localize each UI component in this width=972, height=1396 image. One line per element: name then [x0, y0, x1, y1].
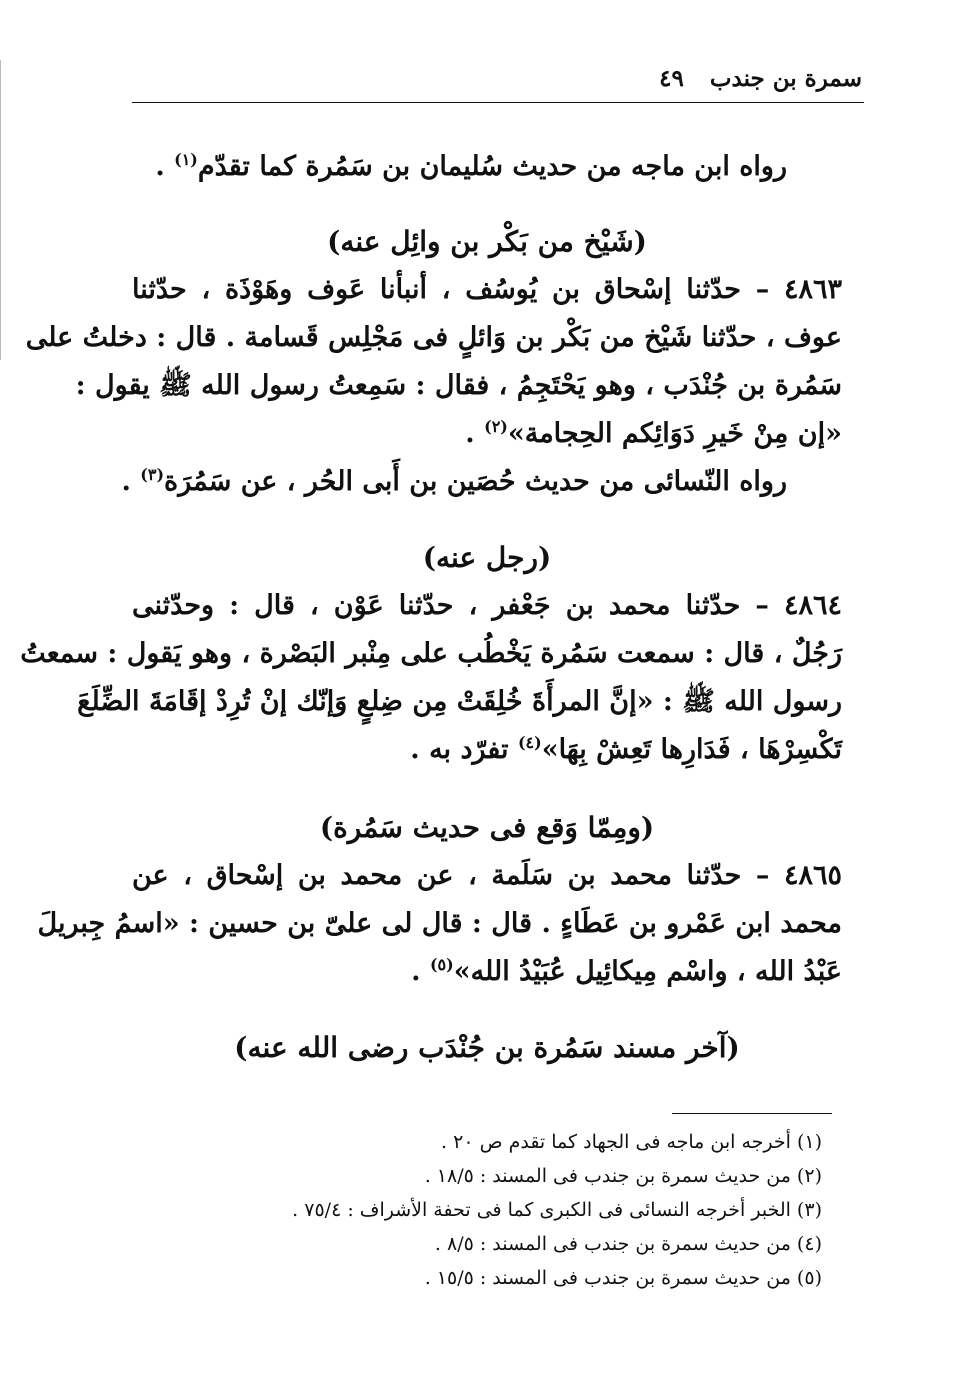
- footnote: (١) أخرجه ابن ماجه فى الجهاد كما تقدم ص ٢٠ .: [441, 1131, 822, 1153]
- footnote-ref: (٥): [429, 955, 454, 974]
- text-line: رسول الله ﷺ : «إنَّ المرأَةَ خُلِقَتْ مِن ضِلعٍ وَإنّك إنْ تُرِدْ إقَامَةَ الضِّلَعَ: [77, 686, 842, 717]
- text-line: محمد ابن عَمْرو بن عَطَاءٍ . قال : قال لى علىّ بن حسين : «اسمُ جِبريلَ: [37, 908, 842, 939]
- header-rule: [132, 102, 864, 103]
- hadith-4865: [37, 852, 842, 996]
- text-line: ٤٨٦٥ – حدّثنا محمد بن سَلَمة ، عن محمد بن إسْحاق ، عن: [132, 860, 842, 891]
- text-line: رَجُلٌ ، قال : سمعت سَمُرة يَخْطُب على مِنْبر البَصْرة ، وهو يَقول : سمعتُ: [20, 638, 842, 669]
- footnote-ref: (٣): [140, 465, 165, 484]
- section-heading: (ومِمّا وَقع فى حديث سَمُرة): [319, 811, 655, 844]
- footnote: (٣) الخبر أخرجه النسائى فى الكبرى كما فى تحفة الأشراف : ٧٥/٤ .: [292, 1199, 822, 1221]
- scan-margin-mark: [0, 60, 1, 360]
- text-line: رواه النّسائى من حديث حُصَين بن أَبى الحُر ، عن سَمُرَة$^{(٣)}$ .: [121, 465, 787, 497]
- hadith-4863: [25, 266, 842, 506]
- paragraph-ibn-majah: [132, 143, 842, 191]
- text-line: ٤٨٦٤ – حدّثنا محمد بن جَعْفر ، حدّثنا عَوْن ، قال : وحدّثنى: [132, 590, 842, 621]
- running-header: [132, 58, 862, 98]
- footnote-rule: [672, 1113, 832, 1114]
- footnote: (٢) من حديث سمرة بن جندب فى المسند : ١٨/٥ .: [424, 1165, 822, 1187]
- header-title: سمرة بن جندب: [709, 64, 862, 92]
- text-line: عوف ، حدّثنا شَيْخ من بَكْر بن وَائلٍ فى مَجْلِس قَسامة . قال : دخلتُ على: [25, 322, 842, 353]
- text-line: سَمُرة بن جُنْدَب ، وهو يَحْتَجِمُ ، فقال : سَمِعتُ رسول الله ﷺ يقول :: [75, 370, 842, 401]
- hadith-4864: [20, 582, 842, 774]
- text-line: عَبْدُ الله ، واسْم مِيكائِيل عُبَيْدُ الله»$^{(٥)}$ .: [411, 955, 842, 987]
- text-line: رواه ابن ماجه من حديث سُليمان بن سَمُرة كما تقدّم$^{(١)}$ .: [155, 150, 787, 182]
- page-number: ٤٩: [659, 64, 684, 92]
- footnote-ref: (٤): [517, 733, 542, 752]
- footnote-ref: (١): [174, 150, 198, 169]
- footnote: (٥) من حديث سمرة بن جندب فى المسند : ١٥/٥ .: [424, 1267, 822, 1289]
- footnote: (٤) من حديث سمرة بن جندب فى المسند : ٨/٥ .: [434, 1233, 822, 1255]
- text-line: ٤٨٦٣ – حدّثنا إسْحاق بن يُوسُف ، أنبأنا عَوف وهَوْذَة ، حدّثنا: [132, 274, 842, 305]
- section-heading: (رجل عنه): [422, 541, 552, 574]
- footnotes: [222, 1125, 822, 1295]
- section-heading-end: (آخر مسند سَمُرة بن جُنْدَب رضى الله عنه): [234, 1031, 740, 1064]
- text-line: «إن مِنْ خَيرِ دَوَائِكم الحِجامة»$^{(٢)}$ .: [465, 417, 842, 449]
- section-heading: (شَيْخ من بَكْر بن وائِل عنه): [327, 225, 647, 258]
- footnote-ref: (٢): [484, 417, 508, 436]
- text-line: تَكْسِرْهَا ، فَدَارِها تَعِشْ بِهَا»$^{(٤)}$ تفرّد به .: [410, 733, 842, 765]
